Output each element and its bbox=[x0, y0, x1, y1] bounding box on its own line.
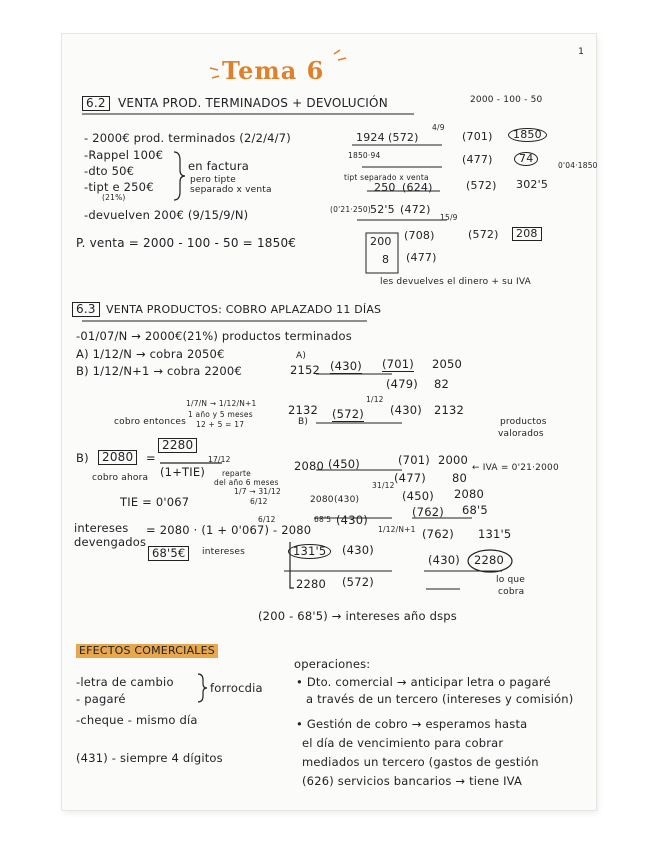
lo-que-note: cobra bbox=[498, 587, 525, 597]
a-entry: (430) bbox=[390, 403, 422, 417]
b2-entry: 80 bbox=[452, 471, 468, 485]
t-value-circled: 1850 bbox=[508, 128, 547, 142]
b2-entry: 2280 bbox=[296, 577, 327, 591]
interest-label: intereses bbox=[202, 547, 246, 557]
b2-entry: (450) bbox=[402, 489, 434, 503]
interest-formula: = 2080 · (1 + 0'067) - 2080 bbox=[146, 523, 312, 537]
tie-value: TIE = 0'067 bbox=[120, 495, 190, 509]
efectos-brace: forrocdia bbox=[210, 681, 263, 695]
b2-label: B) bbox=[298, 417, 309, 427]
a-entry: 2152 bbox=[290, 363, 321, 377]
op1a: • Dto. comercial → anticipar letra o pagaré bbox=[296, 675, 551, 689]
t-value: 302'5 bbox=[516, 178, 549, 191]
a-entry: (430) bbox=[330, 359, 362, 373]
dates-b: 1 año y 5 meses bbox=[188, 410, 253, 419]
t-value: (624) bbox=[402, 181, 433, 194]
a-date: 1/12 bbox=[366, 395, 384, 404]
t-value-boxed: 208 bbox=[512, 227, 542, 241]
b2-entry: 2080 bbox=[454, 487, 485, 501]
dates-c: 12 + 5 = 17 bbox=[196, 420, 245, 429]
b-exponent: 17/12 bbox=[208, 455, 231, 464]
efectos-l2: - pagaré bbox=[76, 692, 126, 706]
op2b: el día de vencimiento para cobrar bbox=[302, 736, 504, 750]
a-entry: (479) bbox=[386, 377, 418, 391]
line-1: -01/07/N → 2000€(21%) productos terminados bbox=[76, 329, 352, 343]
t-value: (708) bbox=[404, 229, 435, 242]
t-note: 0'04·1850 bbox=[558, 161, 598, 170]
interest-exponent: 6/12 bbox=[258, 515, 276, 524]
a-entry: (701) bbox=[382, 357, 414, 371]
reparte-1: reparte bbox=[222, 469, 251, 478]
efectos-l4: (431) - siempre 4 dígitos bbox=[76, 751, 223, 765]
t-value: 8 bbox=[382, 253, 390, 266]
section-heading-6-2: VENTA PROD. TERMINADOS + DEVOLUCIÓN bbox=[118, 96, 388, 110]
t-note: (0'21·250) bbox=[330, 205, 371, 214]
intereses-2: devengados bbox=[74, 535, 147, 549]
t-value: (701) bbox=[462, 130, 493, 143]
t-date: 15/9 bbox=[440, 213, 458, 222]
op2a: • Gestión de cobro → esperamos hasta bbox=[296, 717, 528, 731]
line-b: B) 1/12/N+1 → cobra 2200€ bbox=[76, 364, 242, 378]
b2-entry: (477) bbox=[394, 471, 426, 485]
interest-result: 68'5€ bbox=[148, 546, 189, 561]
item-dto: -dto 50€ bbox=[84, 164, 135, 178]
b-label: B) bbox=[76, 451, 89, 465]
cobro-entonces: cobro entonces bbox=[114, 417, 186, 427]
op2d: (626) servicios bancarios → tiene IVA bbox=[302, 774, 523, 788]
t-value: 52'5 bbox=[370, 203, 395, 216]
section-code-6-3: 6.3 bbox=[72, 302, 100, 317]
b2-entry: 68'5 bbox=[462, 503, 488, 517]
item-tax: (21%) bbox=[102, 193, 126, 202]
t-value: (572) bbox=[466, 179, 497, 192]
b2-entry: (430) bbox=[342, 543, 374, 557]
b-future-value: 2280 bbox=[158, 438, 197, 453]
a-entry: 82 bbox=[434, 377, 450, 391]
t-value: 1924 bbox=[356, 131, 385, 144]
b2-entry: (762) bbox=[422, 527, 454, 541]
b2-entry: (430) bbox=[334, 495, 360, 505]
a-entry: 2132 bbox=[434, 403, 465, 417]
cobro-ahora: cobro ahora bbox=[92, 473, 149, 483]
item-rappel: -Rappel 100€ bbox=[84, 148, 164, 162]
brace-note-1: en factura bbox=[188, 159, 250, 173]
a-entry: A) bbox=[296, 351, 307, 361]
t-value: (477) bbox=[406, 251, 437, 264]
efectos-l1: -letra de cambio bbox=[76, 675, 174, 689]
b2-entry: 2280 bbox=[474, 553, 505, 567]
line-a: A) 1/12/N → cobra 2050€ bbox=[76, 347, 225, 361]
t-value: (572) bbox=[468, 228, 499, 241]
a-entry: 2132 bbox=[288, 403, 319, 417]
item-devuelven: -devuelven 200€ (9/15/9/N) bbox=[84, 208, 249, 222]
reparte-4: 6/12 bbox=[250, 497, 268, 506]
productos-note: productos bbox=[500, 417, 547, 427]
reparte-3: 1/7 → 31/12 bbox=[234, 487, 281, 496]
b2-entry: (762) bbox=[412, 505, 444, 519]
b2-entry: (430) bbox=[336, 513, 368, 527]
b2-entry: (430) bbox=[428, 553, 460, 567]
t-value: (477) bbox=[462, 153, 493, 166]
intereses-1: intereses bbox=[74, 521, 129, 535]
a-entry: 2050 bbox=[432, 357, 463, 371]
b2-entry: (701) bbox=[398, 453, 430, 467]
t-value: (472) bbox=[400, 203, 431, 216]
reparte-2: del año 6 meses bbox=[214, 478, 279, 487]
productos-note: valorados bbox=[498, 429, 544, 439]
t-value-circled: 74 bbox=[514, 152, 538, 166]
t-date: 4/9 bbox=[432, 123, 445, 132]
b2-date: 31/12 bbox=[372, 481, 395, 490]
b2-entry: 2080 bbox=[310, 495, 334, 505]
ops-title: operaciones: bbox=[294, 657, 371, 671]
op2c: mediados un tercero (gastos de gestión bbox=[302, 755, 539, 769]
b2-date: 1/12/N+1 bbox=[378, 525, 416, 534]
t-note: 1850·94 bbox=[348, 151, 381, 160]
notebook-page bbox=[62, 34, 596, 810]
a-entry: (572) bbox=[332, 407, 364, 421]
brace-note-2b: separado x venta bbox=[190, 185, 272, 195]
price-line: P. venta = 2000 - 100 - 50 = 1850€ bbox=[76, 236, 297, 250]
item-products: - 2000€ prod. terminados (2/2/4/7) bbox=[84, 131, 291, 145]
section-code-6-2: 6.2 bbox=[82, 96, 110, 111]
op1b: a través de un tercero (intereses y comisión) bbox=[306, 692, 574, 706]
efectos-l3: -cheque - mismo día bbox=[76, 713, 198, 727]
iva-note: ← IVA = 0'21·2000 bbox=[472, 463, 559, 473]
efectos-heading: EFECTOS COMERCIALES bbox=[76, 644, 218, 658]
t-value: 250 bbox=[374, 181, 396, 194]
lo-que-note: lo que bbox=[496, 575, 526, 585]
b-eq: = bbox=[146, 451, 156, 465]
t-note: tipt separado x venta bbox=[344, 173, 429, 182]
dates-a: 1/7/N → 1/12/N+1 bbox=[186, 399, 257, 408]
section-heading-6-3: VENTA PRODUCTOS: COBRO APLAZADO 11 DÍAS bbox=[106, 303, 382, 316]
b2-entry: 2000 bbox=[438, 453, 469, 467]
brace-note-2a: pero tipte bbox=[190, 175, 236, 185]
b2-entry: 2080 bbox=[294, 459, 325, 473]
b2-entry: 131'5 bbox=[478, 527, 512, 541]
right-calc: 2000 - 100 - 50 bbox=[470, 95, 543, 105]
b2-entry-circled: 131'5 bbox=[288, 544, 331, 559]
item-tipte: -tipt e 250€ bbox=[84, 180, 154, 194]
b-present-value: 2080 bbox=[98, 450, 137, 465]
devolution-note: les devuelves el dinero + su IVA bbox=[380, 277, 531, 287]
page-title: Tema 6 bbox=[222, 56, 325, 85]
b2-entry: 68'5 bbox=[314, 515, 332, 524]
b-denominator: (1+TIE) bbox=[160, 465, 206, 479]
t-value: 200 bbox=[370, 235, 392, 248]
b2-entry: (450) bbox=[328, 457, 360, 471]
t-value: (572) bbox=[388, 131, 419, 144]
page-number: 1 bbox=[578, 47, 584, 57]
bottom-note: (200 - 68'5) → intereses año dsps bbox=[258, 609, 457, 623]
b2-entry: (572) bbox=[342, 575, 374, 589]
